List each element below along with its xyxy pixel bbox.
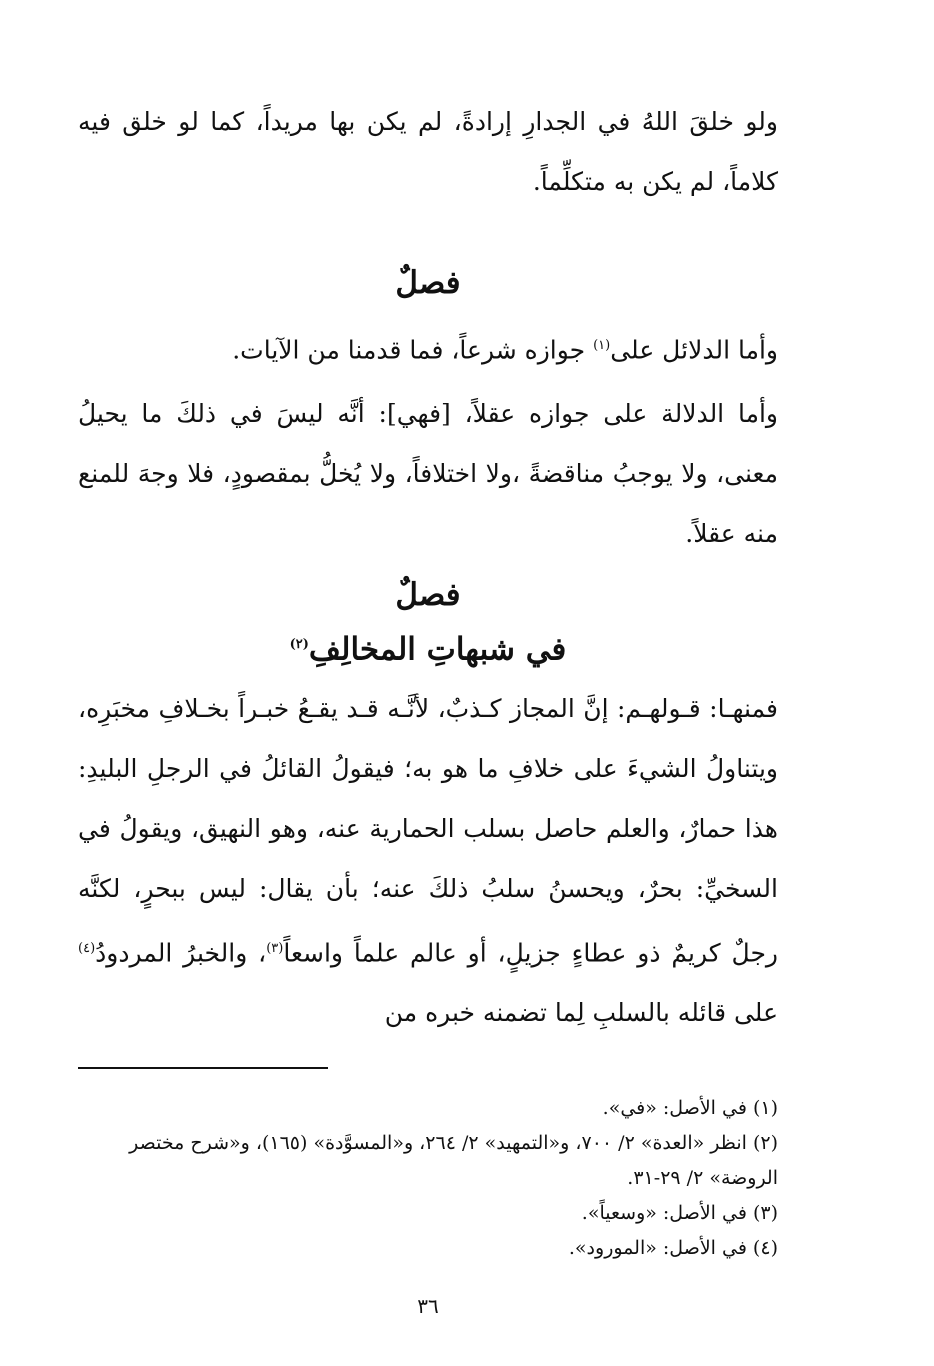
section-subheading-text: في شبهاتِ المخالِفِ	[308, 631, 567, 668]
footnote-ref-2: (٢)	[289, 637, 309, 653]
section2-paragraph-main: فمنهـا: قـولهـم: إنَّ المجاز كـذبٌ، لأنَّـه قـد يقـعُ خبـراً بخـلافِ مخبَرِه، ويتناولُ الشيءَ على خلافِ ما هو به؛ فيقولُ القائلُ في الرجلِ البليدِ: هذا حمارٌ، والعلم حاصل بسلب الحمارية عنه، وهو النهيق، ويقولُ في السخيِّ: بحرٌ، ويحسنُ سلبُ ذلكَ عنه؛ بأن يقال: ليس ببحرٍ، لكنَّه رجلٌ كريمٌ ذو عطاءٍ جزيلٍ، أو عالم علماً واسعاً	[78, 693, 778, 967]
page-number: ٣٦	[417, 1293, 439, 1318]
section-subheading	[78, 620, 778, 674]
section2-paragraph	[78, 679, 778, 1043]
top-paragraph: ولو خلقَ اللهُ في الجدارِ إرادةً، لم يكن بها مريداً، كما لو خلق فيه كلاماً، لم يكن به متكلِّماً.	[78, 107, 778, 196]
footnote-ref-3: (٣)	[266, 940, 284, 956]
section1-paragraph-1-start: وأما الدلائل على	[610, 335, 778, 365]
footnote-3: (٣) في الأصل: «وسعياً».	[581, 1201, 778, 1224]
footnote-ref-1: (١)	[593, 338, 611, 353]
footnote-ref-4: (٤)	[78, 940, 96, 956]
section1-paragraph-2: وأما الدلالة على جوازه عقلاً، [فهي]: أنَّه ليسَ في ذلكَ ما يحيلُ معنى، ولا يوجبُ مناقضةً ،ولا اختلافاً، ولا يُخلُّ بمقصودٍ، فلا وجهَ للمنع منه عقلاً.	[78, 399, 778, 549]
section-heading-2: فصلٌ	[395, 577, 461, 614]
section2-paragraph-end: على قائله بالسلبِ لِما تضمنه خبره من	[384, 997, 778, 1027]
section2-paragraph-mid: ، والخبرُ المردودُ	[95, 937, 267, 967]
footnote-4: (٤) في الأصل: «المورود».	[568, 1236, 778, 1259]
book-page	[78, 92, 778, 1318]
section-heading-1: فصلٌ	[395, 265, 461, 301]
section1-paragraph-1	[78, 316, 778, 380]
section1-paragraph-1-end: جوازه شرعاً، فما قدمنا من الآيات.	[232, 335, 594, 365]
footnote-1: (١) في الأصل: «في».	[602, 1096, 778, 1119]
footnote-2: (٢) انظر «العدة» ٢/ ٧٠٠، و«التمهيد» ٢/ ٢٦٤، و«المسوَّدة» (١٦٥)، و«شرح مختصر الروضة» ٢/ ٢٩-٣١.	[129, 1131, 778, 1189]
